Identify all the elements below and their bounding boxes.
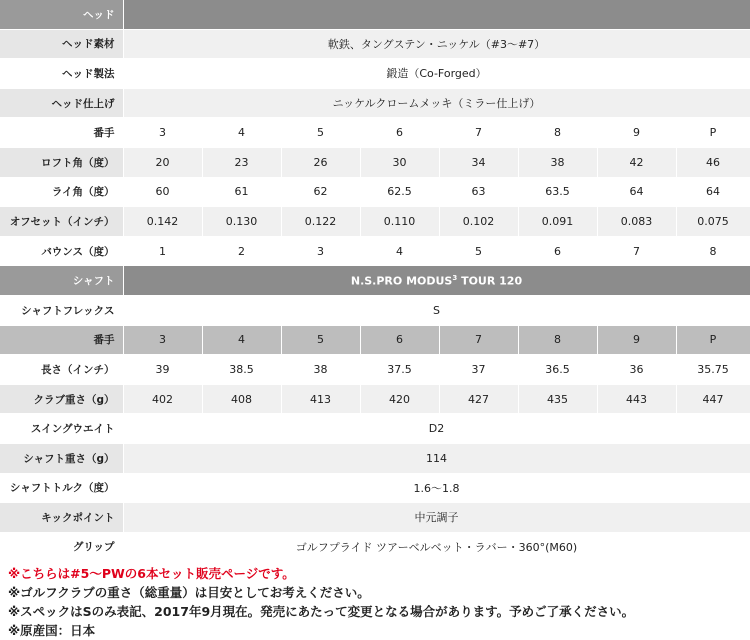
note-spec: ※スペックはSのみ表記、2017年9月現在。発売にあたって変更となる場合があります。予めご了承ください。 <box>8 604 635 620</box>
offset-row <box>0 207 750 237</box>
shaft-number-row <box>0 325 750 355</box>
number-cell: 9 <box>597 325 676 355</box>
number-cell: 3 <box>123 325 202 355</box>
length-cell: 37.5 <box>360 355 439 385</box>
loft-cell: 26 <box>281 147 360 177</box>
club-weight-label: クラブ重さ（g） <box>0 384 123 414</box>
grip-value: ゴルフプライド ツアーベルベット・ラバー・360°(M60) <box>123 532 750 562</box>
club-weight-cell: 408 <box>202 384 281 414</box>
number-cell: 8 <box>518 118 597 148</box>
length-label: 長さ（インチ） <box>0 355 123 385</box>
club-weight-row <box>0 384 750 414</box>
bounce-cell: 3 <box>281 236 360 266</box>
bounce-cell: 1 <box>123 236 202 266</box>
number-cell: 5 <box>281 118 360 148</box>
head-material-value: 軟鉄、タングステン・ニッケル（#3〜#7） <box>123 29 750 59</box>
loft-cell: 23 <box>202 147 281 177</box>
grip-label: グリップ <box>0 532 123 562</box>
offset-cell: 0.142 <box>123 207 202 237</box>
length-cell: 38 <box>281 355 360 385</box>
note-set-sale: ※こちらは#5〜PWの6本セット販売ページです。 <box>8 566 295 582</box>
number-cell: 7 <box>439 118 518 148</box>
club-weight-cell: 402 <box>123 384 202 414</box>
number-cell: 5 <box>281 325 360 355</box>
offset-label: オフセット（インチ） <box>0 207 123 237</box>
bounce-cell: 4 <box>360 236 439 266</box>
loft-cell: 34 <box>439 147 518 177</box>
head-material-label: ヘッド素材 <box>0 29 123 59</box>
number-cell: P <box>676 118 750 148</box>
lie-cell: 63 <box>439 177 518 207</box>
shaft-model-suffix: TOUR 120 <box>457 274 523 288</box>
length-cell: 39 <box>123 355 202 385</box>
shaft-weight-row <box>0 443 750 473</box>
head-finish-value: ニッケルクロームメッキ（ミラー仕上げ） <box>123 88 750 118</box>
club-weight-cell: 447 <box>676 384 750 414</box>
length-cell: 35.75 <box>676 355 750 385</box>
head-finish-row <box>0 88 750 118</box>
offset-cell: 0.130 <box>202 207 281 237</box>
offset-cell: 0.102 <box>439 207 518 237</box>
club-weight-cell: 443 <box>597 384 676 414</box>
head-method-value: 鍛造（Co-Forged） <box>123 59 750 89</box>
bounce-row <box>0 236 750 266</box>
shaft-model-name: N.S.PRO MODUS <box>350 274 453 288</box>
bounce-label: バウンス（度） <box>0 236 123 266</box>
loft-label: ロフト角（度） <box>0 147 123 177</box>
kick-point-value: 中元調子 <box>123 503 750 533</box>
shaft-label: シャフト <box>0 266 123 296</box>
offset-cell: 0.075 <box>676 207 750 237</box>
note-origin: ※原産国：日本 <box>8 623 96 639</box>
swing-weight-row <box>0 414 750 444</box>
shaft-weight-value: 114 <box>123 443 750 473</box>
bounce-cell: 7 <box>597 236 676 266</box>
shaft-flex-label: シャフトフレックス <box>0 295 123 325</box>
number-cell: 8 <box>518 325 597 355</box>
notes <box>0 562 750 640</box>
shaft-torque-value: 1.6〜1.8 <box>123 473 750 503</box>
length-cell: 36 <box>597 355 676 385</box>
length-cell: 38.5 <box>202 355 281 385</box>
number-cell: P <box>676 325 750 355</box>
number-cell: 3 <box>123 118 202 148</box>
number-cell: 9 <box>597 118 676 148</box>
lie-cell: 62.5 <box>360 177 439 207</box>
shaft-flex-value: S <box>123 295 750 325</box>
lie-row <box>0 177 750 207</box>
head-finish-label: ヘッド仕上げ <box>0 88 123 118</box>
loft-cell: 38 <box>518 147 597 177</box>
shaft-weight-label: シャフト重さ（g） <box>0 443 123 473</box>
lie-label: ライ角（度） <box>0 177 123 207</box>
club-weight-cell: 413 <box>281 384 360 414</box>
lie-cell: 62 <box>281 177 360 207</box>
offset-cell: 0.110 <box>360 207 439 237</box>
number-label: 番手 <box>0 118 123 148</box>
bounce-cell: 6 <box>518 236 597 266</box>
lie-cell: 63.5 <box>518 177 597 207</box>
note-weight: ※ゴルフクラブの重さ（総重量）は目安としてお考えください。 <box>8 585 370 601</box>
offset-cell: 0.122 <box>281 207 360 237</box>
bounce-cell: 5 <box>439 236 518 266</box>
loft-row <box>0 147 750 177</box>
bounce-cell: 8 <box>676 236 750 266</box>
number-cell: 4 <box>202 325 281 355</box>
head-section-row <box>0 0 750 29</box>
loft-cell: 46 <box>676 147 750 177</box>
kick-point-row <box>0 503 750 533</box>
kick-point-label: キックポイント <box>0 503 123 533</box>
loft-cell: 20 <box>123 147 202 177</box>
number-label: 番手 <box>0 325 123 355</box>
lie-cell: 61 <box>202 177 281 207</box>
shaft-model <box>123 266 750 296</box>
swing-weight-label: スイングウエイト <box>0 414 123 444</box>
bounce-cell: 2 <box>202 236 281 266</box>
lie-cell: 60 <box>123 177 202 207</box>
lie-cell: 64 <box>676 177 750 207</box>
grip-row <box>0 532 750 562</box>
head-method-row <box>0 59 750 89</box>
number-cell: 6 <box>360 325 439 355</box>
club-weight-cell: 420 <box>360 384 439 414</box>
head-section-label: ヘッド <box>0 0 123 29</box>
shaft-torque-label: シャフトトルク（度） <box>0 473 123 503</box>
shaft-section-row <box>0 266 750 296</box>
shaft-model-superscript: 3 <box>452 273 458 282</box>
length-cell: 36.5 <box>518 355 597 385</box>
club-weight-cell: 427 <box>439 384 518 414</box>
number-cell: 6 <box>360 118 439 148</box>
head-number-row <box>0 118 750 148</box>
swing-weight-value: D2 <box>123 414 750 444</box>
offset-cell: 0.083 <box>597 207 676 237</box>
shaft-torque-row <box>0 473 750 503</box>
length-row <box>0 355 750 385</box>
head-material-row <box>0 29 750 59</box>
loft-cell: 30 <box>360 147 439 177</box>
lie-cell: 64 <box>597 177 676 207</box>
length-cell: 37 <box>439 355 518 385</box>
number-cell: 4 <box>202 118 281 148</box>
loft-cell: 42 <box>597 147 676 177</box>
club-weight-cell: 435 <box>518 384 597 414</box>
shaft-flex-row <box>0 295 750 325</box>
head-method-label: ヘッド製法 <box>0 59 123 89</box>
offset-cell: 0.091 <box>518 207 597 237</box>
number-cell: 7 <box>439 325 518 355</box>
